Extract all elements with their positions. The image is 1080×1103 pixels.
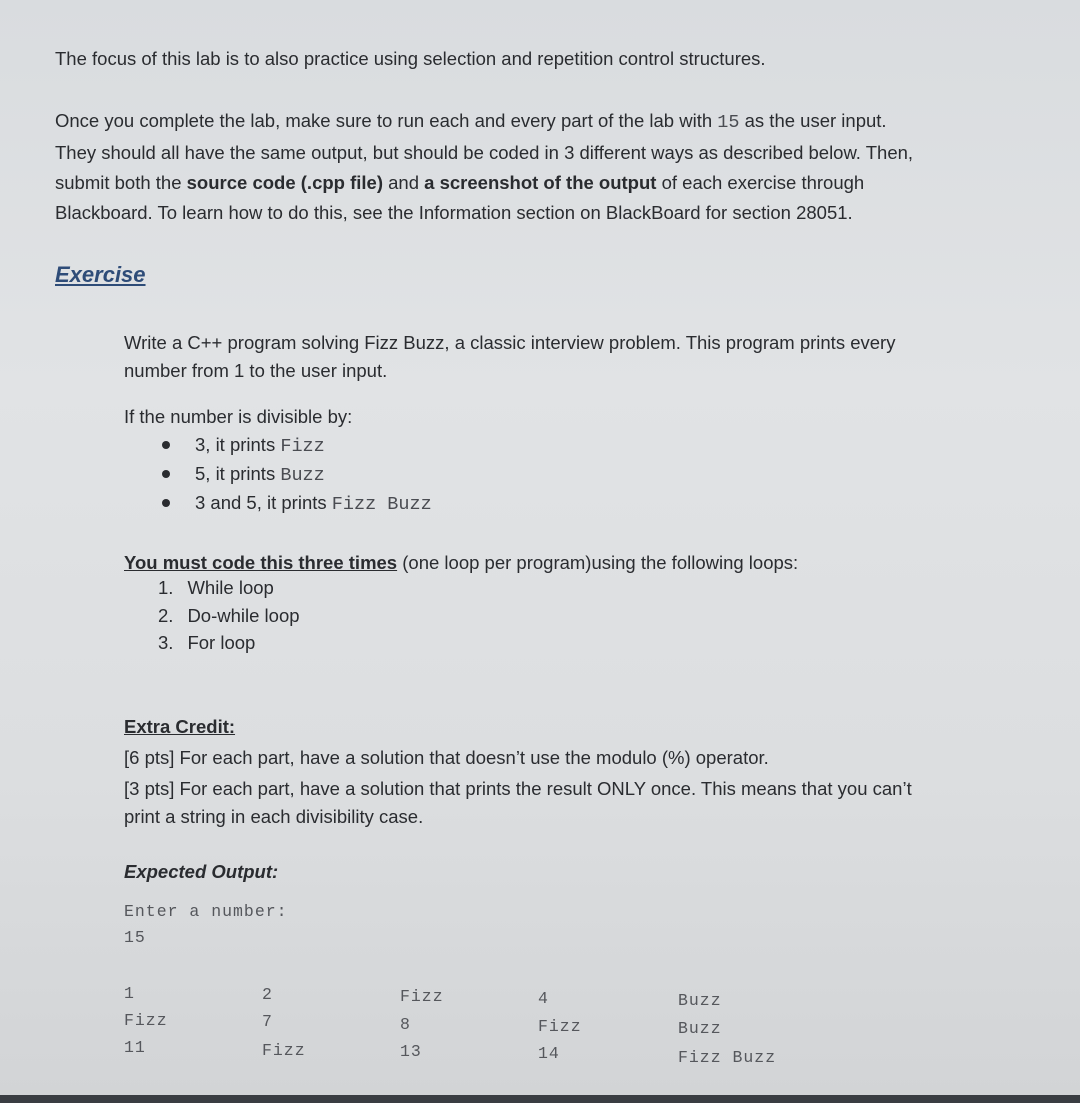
output-cell: 14: [538, 1044, 560, 1063]
loop-item-for: [158, 628, 255, 658]
exercise-desc-line-2: number from 1 to the user input.: [124, 360, 388, 381]
output-cell: Fizz Buzz: [678, 1048, 777, 1067]
bullet-item: [195, 430, 325, 462]
output-prompt: Enter a number:: [124, 902, 288, 921]
output-cell: Buzz: [678, 991, 722, 1010]
output-cell: 2: [262, 985, 273, 1004]
output-cell: Fizz: [400, 987, 444, 1006]
bullet-item: [195, 459, 325, 491]
output-cell: 1: [124, 984, 135, 1003]
bold-text: a screenshot of the output: [424, 172, 657, 193]
extra-credit-line-1: [6 pts] For each part, have a solution that doesn’t use the modulo (%) operator.: [124, 747, 769, 768]
exercise-heading: Exercise: [55, 262, 146, 287]
output-cell: 7: [262, 1012, 273, 1031]
list-label: While loop: [187, 577, 274, 598]
text: submit both the: [55, 172, 187, 193]
output-cell: 11: [124, 1038, 146, 1057]
bullet-icon: [162, 441, 170, 449]
text: as the user input.: [739, 110, 887, 131]
screen-bottom-edge: [0, 1095, 1080, 1103]
intro-line: The focus of this lab is to also practice using selection and repetition control structures.: [55, 48, 766, 69]
list-number: 1.: [158, 577, 174, 598]
code-text: Fizz Buzz: [331, 494, 432, 515]
underlined-bold-text: You must code this three times: [124, 552, 398, 573]
code-text: Fizz: [280, 436, 325, 457]
output-input-value: 15: [124, 928, 146, 947]
text: (one loop per program)using the following loops:: [397, 552, 799, 573]
intro-paragraph-line-4: Blackboard. To learn how to do this, see the Information section on BlackBoard for section 28051.: [55, 202, 853, 223]
list-label: For loop: [187, 632, 256, 653]
extra-credit-line-3: print a string in each divisibility case.: [124, 806, 424, 827]
text: Once you complete the lab, make sure to run each and every part of the lab with: [55, 110, 718, 131]
text: 5, it prints: [195, 463, 281, 484]
divisible-intro: If the number is divisible by:: [124, 406, 353, 427]
text: 3 and 5, it prints: [195, 492, 332, 513]
output-cell: 8: [400, 1015, 411, 1034]
output-cell: Fizz: [538, 1017, 582, 1036]
list-number: 3.: [158, 632, 174, 653]
output-cell: 4: [538, 989, 549, 1008]
exercise-desc-line-1: Write a C++ program solving Fizz Buzz, a classic interview problem. This program prints every: [124, 332, 896, 353]
intro-paragraph-line-3: [55, 168, 864, 198]
bullet-icon: [162, 470, 170, 478]
bullet-icon: [162, 499, 170, 507]
intro-paragraph-line-1: [55, 106, 887, 138]
list-label: Do-while loop: [187, 605, 300, 626]
loop-item-do-while: [158, 601, 300, 631]
output-cell: Fizz: [124, 1011, 168, 1030]
loop-item-while: [158, 573, 274, 603]
extra-credit-line-2: [3 pts] For each part, have a solution that prints the result ONLY once. This means that you can’t: [124, 778, 912, 799]
expected-output-heading: Expected Output:: [124, 861, 279, 882]
intro-paragraph-line-2: They should all have the same output, but should be coded in 3 different ways as described below. Then,: [55, 142, 914, 163]
text: and: [383, 172, 425, 193]
code-text: Buzz: [280, 465, 325, 486]
text: of each exercise through: [656, 172, 865, 193]
output-cell: Fizz: [262, 1041, 306, 1060]
input-value-code: 15: [717, 112, 740, 133]
bold-text: source code (.cpp file): [186, 172, 383, 193]
text: 3, it prints: [195, 434, 281, 455]
extra-credit-heading: Extra Credit:: [124, 716, 236, 737]
output-cell: Buzz: [678, 1019, 722, 1038]
list-number: 2.: [158, 605, 174, 626]
output-cell: 13: [400, 1042, 422, 1061]
bullet-item: [195, 488, 432, 520]
